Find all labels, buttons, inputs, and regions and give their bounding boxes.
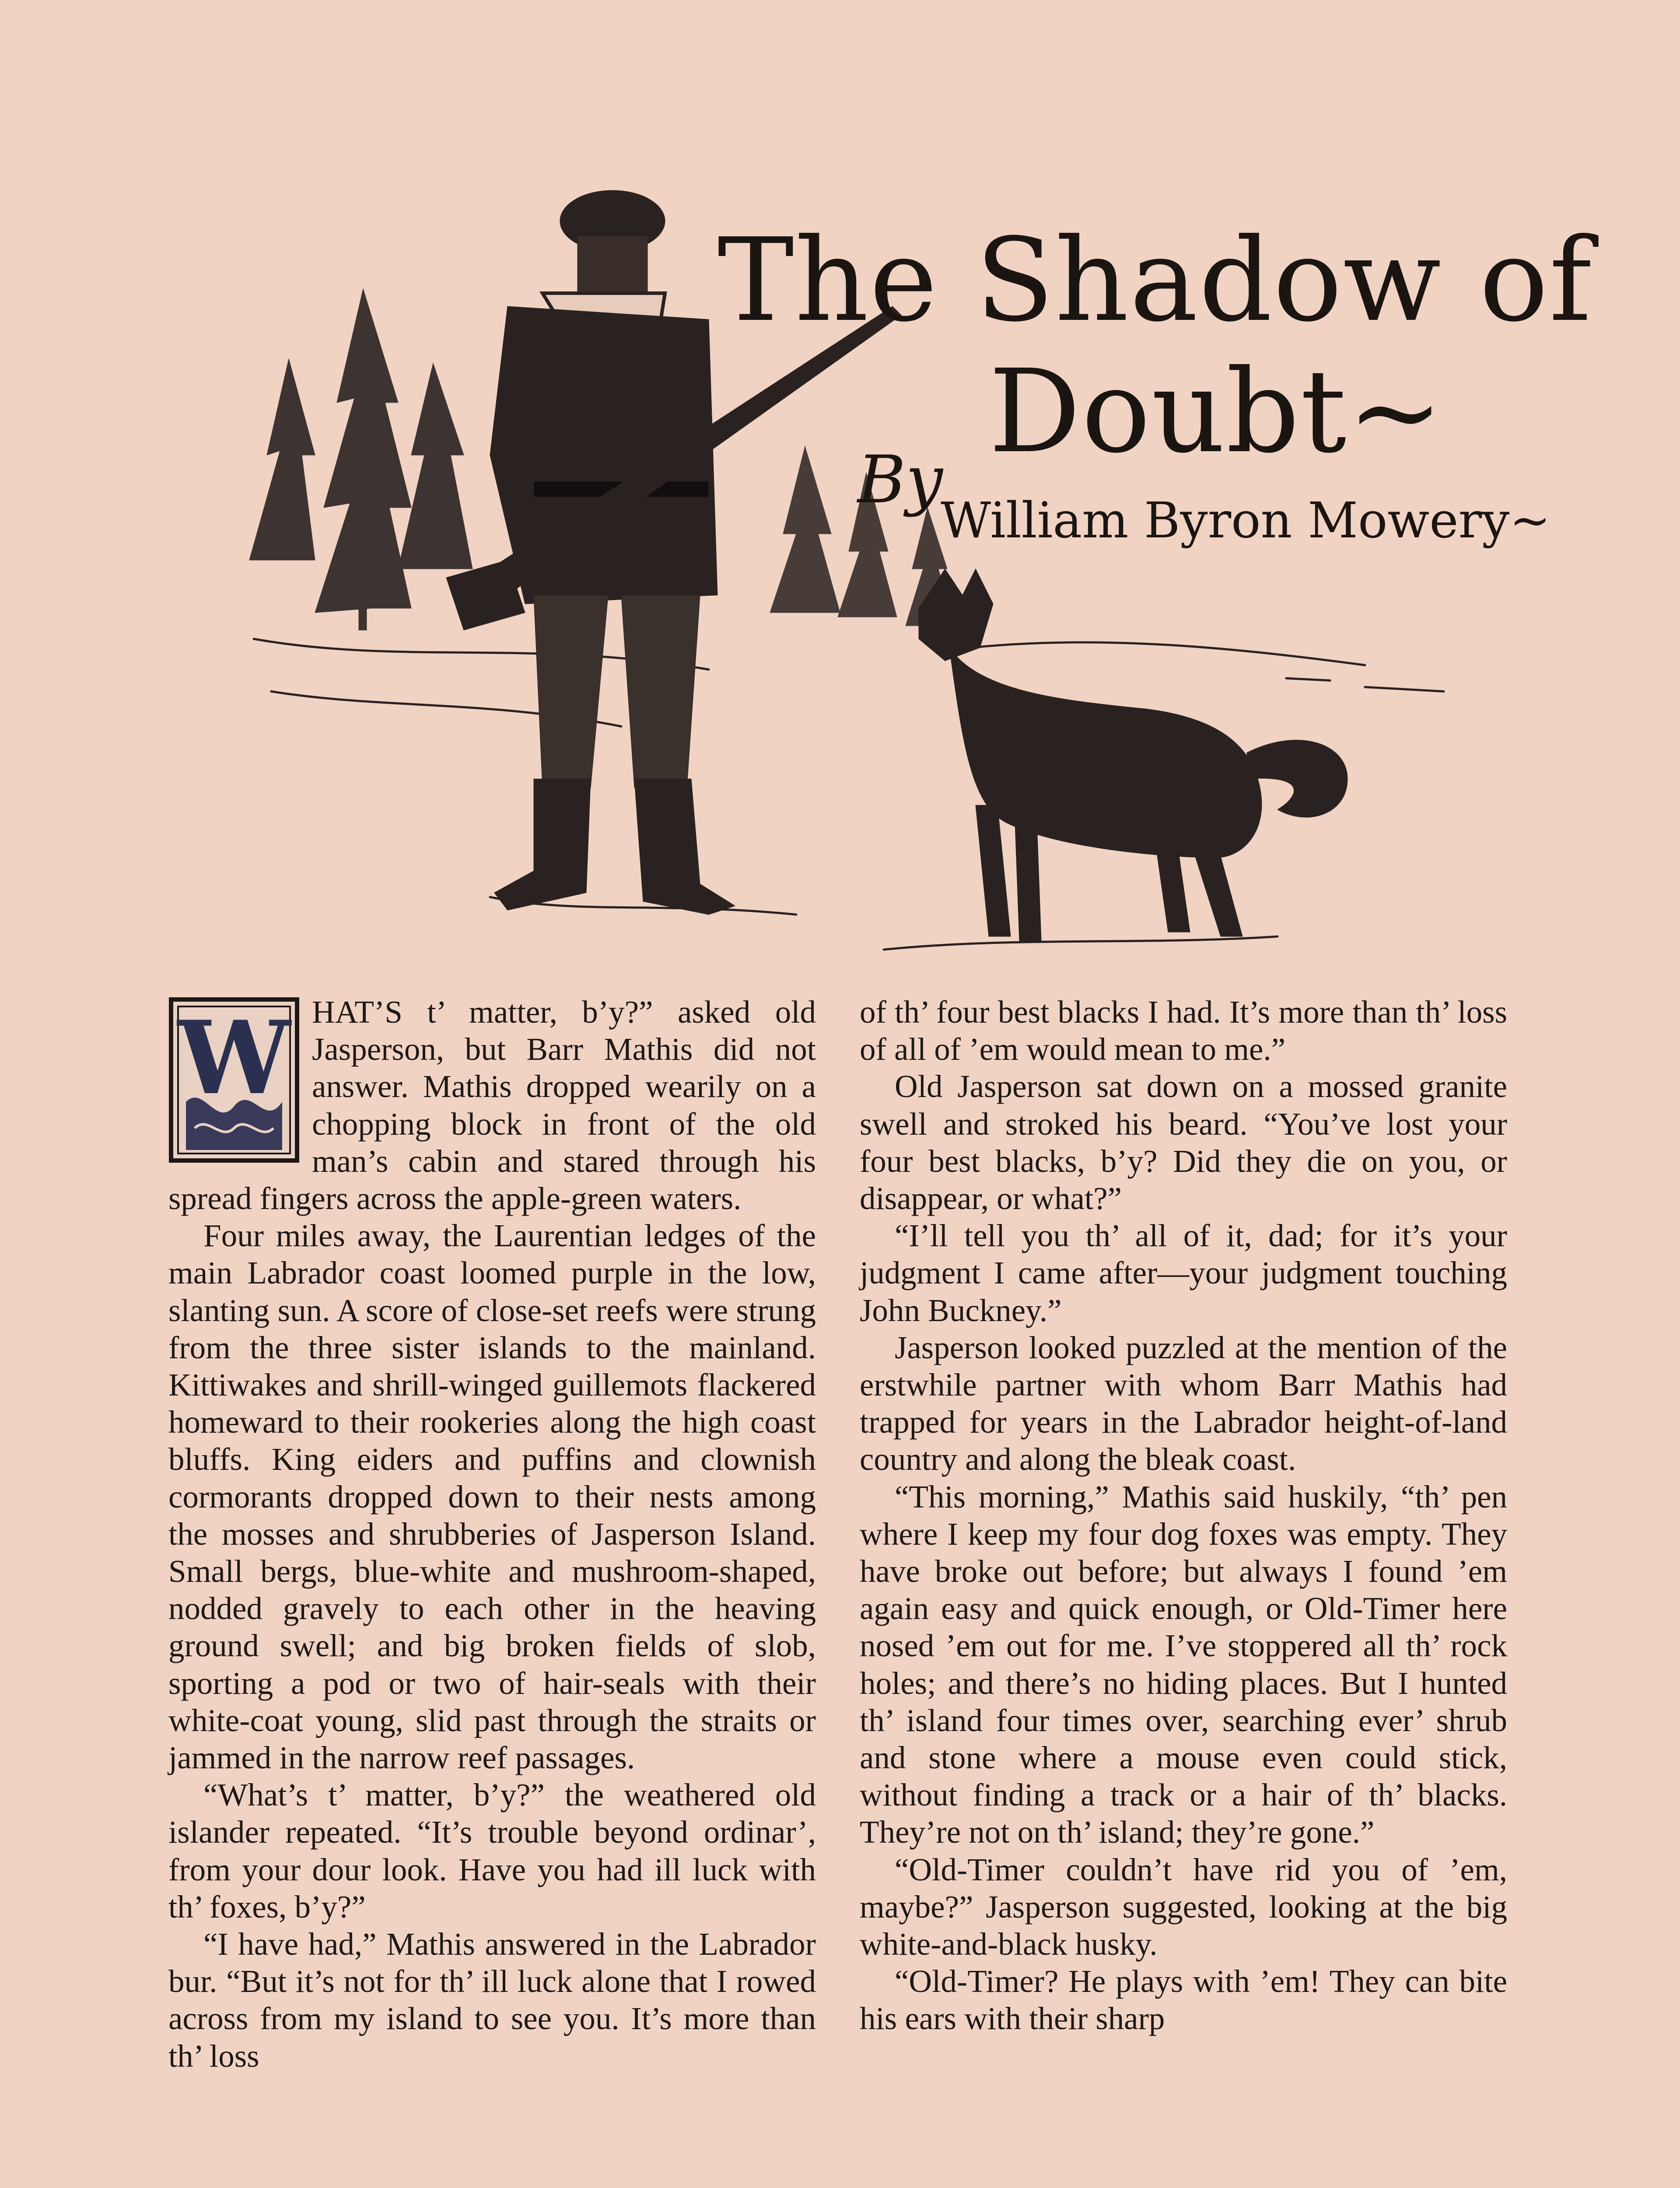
dropcap-w bbox=[168, 997, 300, 1163]
paragraph: Four miles away, the Laurentian ledges of the main Labrador coast loomed purple in the low, slanting sun. A score of close-set reefs were strung from the three sister islands to the mainland. Kittiwakes and shrill-winged guillemots flackered homeward to their rookeries along the high coast bluffs. King eiders and puffins and clownish cormorants dropped down to their nests among the mosses and shrubberies of Jasperson Island. Small bergs, blue-white and mushroom-shaped, nodded gravely to each other in the heaving ground swell; and big broken fields of slob, sporting a pod or two of hair-seals with their white-coat young, slid past through the straits or jammed in the narrow reef passages. bbox=[168, 1218, 816, 1776]
pine-trees-left bbox=[249, 289, 472, 630]
paragraph: Old Jasperson sat down on a mossed granite swell and stroked his beard. “You’ve lost your four best blacks, b’y? Did they die on you, or disappear, or what?” bbox=[860, 1069, 1507, 1217]
paragraph: “I’ll tell you th’ all of it, dad; for it’s your judgment I came after—your judgment touching John Buckney.” bbox=[860, 1218, 1507, 1328]
paragraph: “Old-Timer couldn’t have rid you of ’em, maybe?” Jasperson suggested, looking at the big white-and-black husky. bbox=[860, 1851, 1507, 1962]
ornamental-dropcap-icon bbox=[168, 997, 300, 1163]
paragraph: of th’ four best blacks I had. It’s more than th’ loss of all of ’em would mean to me.” bbox=[860, 994, 1507, 1067]
author-name: William Byron Mowery~ bbox=[941, 492, 1551, 549]
title-line-1: The Shadow of bbox=[718, 214, 1592, 347]
paragraph: Jasperson looked puzzled at the mention of the erstwhile partner with whom Barr Mathis had trapped for years in the Labrador height-of-land country and along the bleak coast. bbox=[860, 1329, 1507, 1477]
paragraph: “I have had,” Mathis answered in the Labrador bur. “But it’s not for th’ ill luck alone that I rowed across from my island to see you. It’s more than th’ loss bbox=[168, 1926, 816, 2074]
dropcap-letter: W bbox=[177, 999, 291, 1117]
paragraph: “Old-Timer? He plays with ’em! They can bite his ears with their sharp bbox=[860, 1964, 1507, 2037]
paragraph: “This morning,” Mathis said huskily, “th’ pen where I keep my four dog foxes was empty. They have broke out before; but always I found ’em again easy and quick enough, or Old-Timer here nosed ’em out for me. I’ve stoppered all th’ rock holes; and there’s no hiding places. But I hunted th’ island four times over, searching ever’ shrub and stone where a mouse even could stick, without finding a track or a hair of th’ blacks. They’re not on th’ island; they’re gone.” bbox=[860, 1479, 1507, 1850]
ground-lines bbox=[254, 639, 1444, 950]
husky-dog bbox=[919, 569, 1348, 941]
text-column-left bbox=[168, 993, 816, 2075]
byline-prefix: By bbox=[858, 442, 943, 518]
paragraph: “What’s t’ matter, b’y?” the weathered old islander repeated. “It’s trouble beyond ordinar’, from your dour look. Have you had ill luck with th’ foxes, b’y?” bbox=[168, 1777, 816, 1925]
paragraph: HAT’S t’ matter, b’y?” asked old Jasperson, but Barr Mathis did not answer. Mathis dropped wearily on a chopping block in front of the old man’s cabin and stared through his spread fingers across the apple-green waters. bbox=[168, 994, 816, 1217]
title-line-2: Doubt~ bbox=[989, 345, 1445, 478]
text-column-right bbox=[860, 993, 1507, 2037]
